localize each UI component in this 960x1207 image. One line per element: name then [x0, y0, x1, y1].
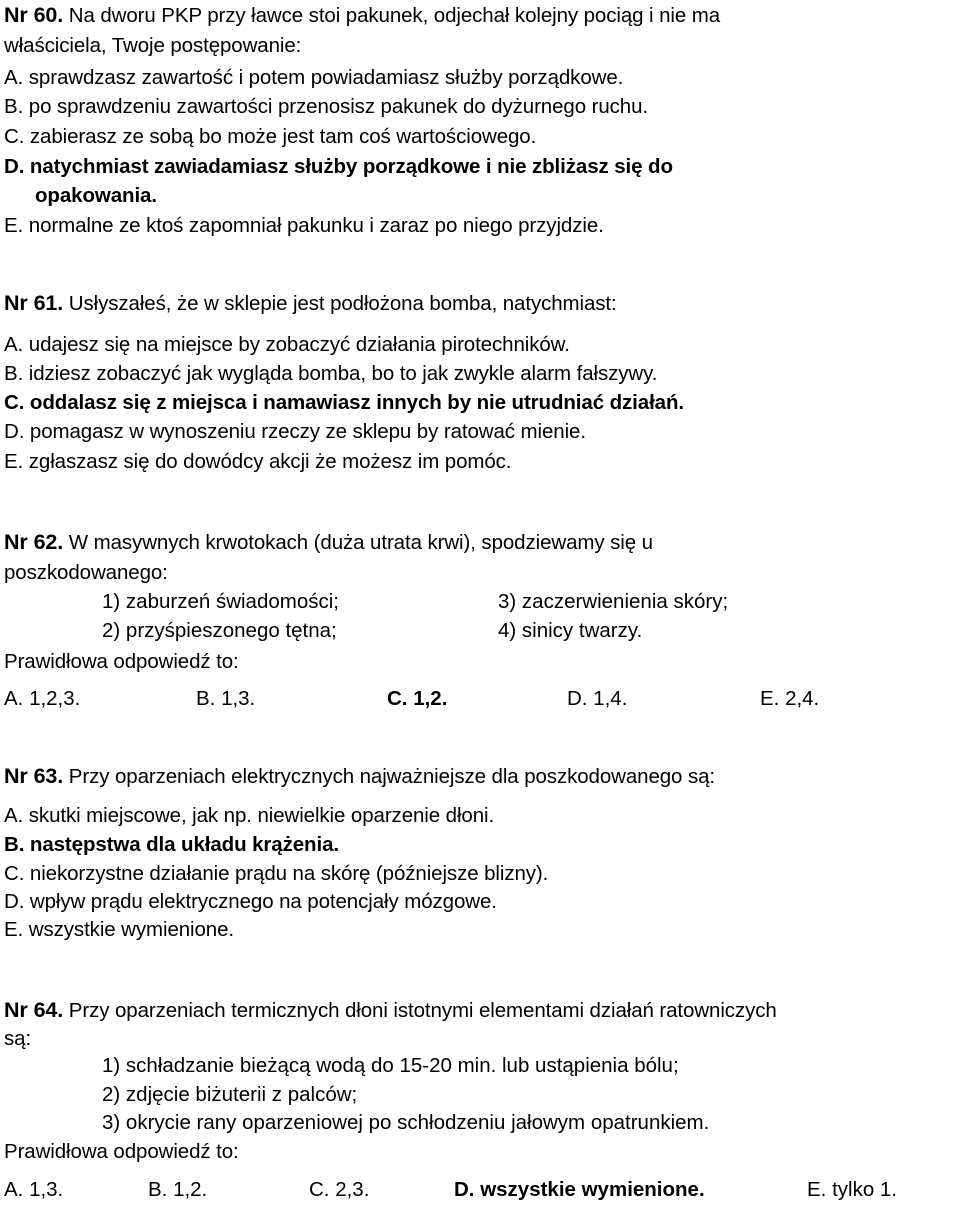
q64-option-3: 3) okrycie rany oparzeniowej po schłodzeniu jałowym opatrunkiem. [102, 1111, 710, 1134]
q60-option-d-prefix: D. [4, 155, 25, 178]
q60-option-d-text-2: opakowania. [35, 184, 157, 207]
q64-stem-1: Przy oparzeniach termicznych dłoni istotnymi elementami działań ratowniczych [68, 999, 777, 1022]
q61-option-c-text: oddalasz się z miejsca i namawiasz innych by nie utrudniać działań. [29, 391, 684, 414]
q62-option-1: 1) zaburzeń świadomości; [102, 590, 339, 613]
q60-option-b: B. po sprawdzeniu zawartości przenosisz pakunek do dyżurnego ruchu. [4, 95, 648, 118]
q63-option-d: D. wpływ prądu elektrycznego na potencjały mózgowe. [4, 890, 497, 913]
q62-answer-c: C. 1,2. [387, 687, 448, 710]
q61-number: Nr 61. [4, 291, 64, 315]
q61-option-b: B. idziesz zobaczyć jak wygląda bomba, bo to jak zwykle alarm fałszywy. [4, 362, 658, 385]
q64-answer-a: A. 1,3. [4, 1178, 64, 1201]
q61-option-c-prefix: C. [4, 391, 25, 414]
q62-answer-d: D. 1,4. [567, 687, 628, 710]
q60-option-c: C. zabierasz ze sobą bo może jest tam coś wartościowego. [4, 125, 537, 148]
q61-option-e: E. zgłaszasz się do dowódcy akcji że możesz im pomóc. [4, 450, 512, 473]
q62-stem-2: poszkodowanego: [4, 561, 168, 584]
q64-stem-2: są: [4, 1027, 32, 1050]
q62-option-2: 2) przyśpieszonego tętna; [102, 619, 337, 642]
q60-number: Nr 60. [4, 3, 64, 27]
q64-answer-e: E. tylko 1. [807, 1178, 898, 1201]
q62-answer-a: A. 1,2,3. [4, 687, 81, 710]
q63-option-c: C. niekorzystne działanie prądu na skórę (późniejsze blizny). [4, 862, 549, 885]
q60-stem-2: właściciela, Twoje postępowanie: [4, 34, 302, 57]
q63-number: Nr 63. [4, 764, 64, 788]
q62-number: Nr 62. [4, 530, 64, 554]
q62-stem-line-1 [4, 530, 653, 555]
q63-option-a: A. skutki miejscowe, jak np. niewielkie oparzenie dłoni. [4, 804, 495, 827]
q64-stem-line-1 [4, 998, 777, 1023]
q60-option-e: E. normalne ze ktoś zapomniał pakunku i zaraz po niego przyjdzie. [4, 214, 604, 237]
q61-option-d: D. pomagasz w wynoszeniu rzeczy ze sklepu by ratować mienie. [4, 420, 586, 443]
q61-option-a: A. udajesz się na miejsce by zobaczyć działania pirotechników. [4, 333, 570, 356]
q64-answer-c: C. 2,3. [309, 1178, 370, 1201]
q64-prompt: Prawidłowa odpowiedź to: [4, 1140, 239, 1163]
q60-option-d [4, 155, 673, 179]
q64-answer-d: D. wszystkie wymienione. [454, 1178, 705, 1201]
q63-stem: Przy oparzeniach elektrycznych najważniejsze dla poszkodowanego są: [68, 765, 716, 788]
q64-number: Nr 64. [4, 998, 64, 1022]
q62-prompt: Prawidłowa odpowiedź to: [4, 650, 239, 673]
q61-option-c [4, 391, 684, 415]
q63-stem-line [4, 764, 715, 789]
q60-stem-line-1 [4, 3, 720, 28]
q64-option-2: 2) zdjęcie biżuterii z palców; [102, 1083, 358, 1106]
q60-stem-1: Na dworu PKP przy ławce stoi pakunek, odjechał kolejny pociąg i nie ma [68, 4, 721, 27]
q62-option-4: 4) sinicy twarzy. [498, 619, 643, 642]
q60-option-a: A. sprawdzasz zawartość i potem powiadamiasz służby porządkowe. [4, 66, 624, 89]
q63-option-b: B. następstwa dla układu krążenia. [4, 833, 339, 856]
q62-option-3: 3) zaczerwienienia skóry; [498, 590, 729, 613]
q64-option-1: 1) schładzanie bieżącą wodą do 15-20 min. lub ustąpienia bólu; [102, 1054, 679, 1077]
q62-answer-b: B. 1,3. [196, 687, 256, 710]
q64-answer-b: B. 1,2. [148, 1178, 208, 1201]
q62-answer-e: E. 2,4. [760, 687, 820, 710]
q63-option-e: E. wszystkie wymienione. [4, 918, 235, 941]
q62-stem-1: W masywnych krwotokach (duża utrata krwi), spodziewamy się u [68, 531, 653, 554]
q60-option-d-text-1: natychmiast zawiadamiasz służby porządkowe i nie zbliżasz się do [29, 155, 673, 178]
q61-stem: Usłyszałeś, że w sklepie jest podłożona bomba, natychmiast: [68, 292, 617, 315]
q61-stem-line [4, 291, 617, 316]
